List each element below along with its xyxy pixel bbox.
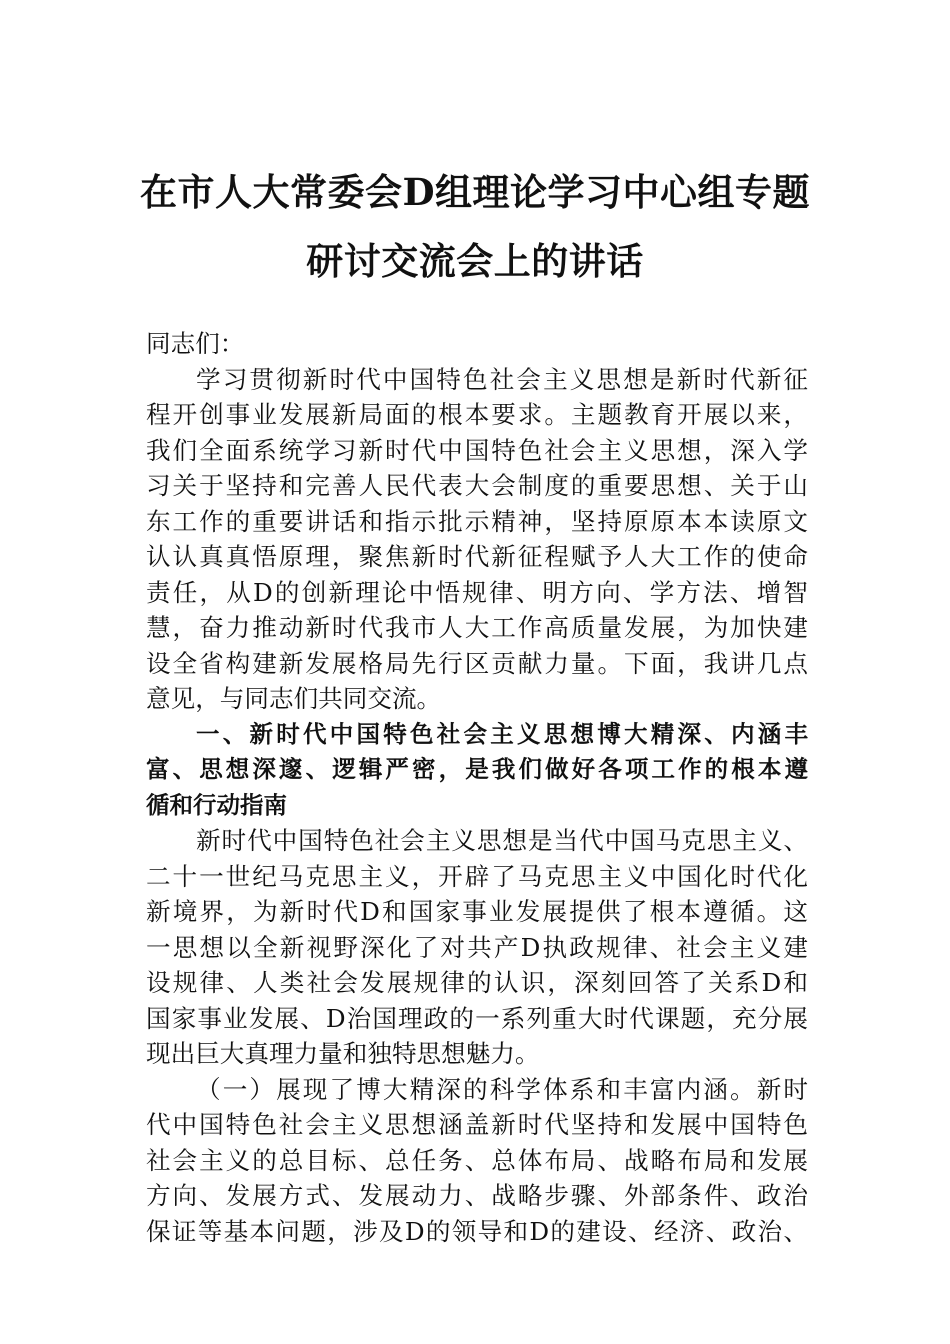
paragraph-line: （一）展现了博大精深的科学体系和丰富内涵。新时 (196, 1074, 808, 1104)
paragraph-line: 现出巨大真理力量和独特思想魅力。 (146, 1039, 540, 1068)
paragraph-section-1 (146, 823, 808, 1072)
paragraph-line: 慧，奋力推动新时代我市人大工作高质量发展，为加快建 (146, 613, 808, 642)
paragraph-line: 学习贯彻新时代中国特色社会主义思想是新时代新征 (196, 364, 808, 394)
paragraph-line: 一思想以全新视野深化了对共产D执政规律、社会主义建 (146, 932, 808, 962)
document-title-line-1: 在市人大常委会D组理论学习中心组专题 (139, 170, 811, 214)
section-heading-1 (146, 717, 808, 824)
paragraph-line: 二十一世纪马克思主义，开辟了马克思主义中国化时代化 (146, 861, 808, 891)
paragraph-intro (146, 362, 808, 717)
heading-line: 一、新时代中国特色社会主义思想博大精深、内涵丰 (196, 719, 808, 748)
paragraph-line: 习关于坚持和完善人民代表大会制度的重要思想、关于山 (146, 471, 808, 500)
salutation: 同志们： (146, 329, 245, 358)
paragraph-line: 责任，从D的创新理论中悟规律、明方向、学方法、增智 (146, 577, 808, 607)
paragraph-line: 国家事业发展、D治国理政的一系列重大时代课题，充分展 (146, 1003, 808, 1033)
paragraph-subsection-1 (146, 1072, 808, 1250)
paragraph-line: 东工作的重要讲话和指示批示精神，坚持原原本本读原文 (146, 506, 808, 536)
paragraph-line: 方向、发展方式、发展动力、战略步骤、外部条件、政治 (146, 1181, 808, 1210)
paragraph-line: 意见，与同志们共同交流。 (146, 684, 442, 713)
paragraph-line: 设规律、人类社会发展规律的认识，深刻回答了关系D和 (146, 968, 808, 997)
document-body (146, 326, 808, 1249)
paragraph-line: 新境界，为新时代D和国家事业发展提供了根本遵循。这 (146, 897, 808, 926)
paragraph-line: 新时代中国特色社会主义思想是当代中国马克思主义、 (196, 826, 808, 855)
paragraph-line: 社会主义的总目标、总任务、总体布局、战略布局和发展 (146, 1145, 808, 1175)
heading-line: 富、思想深邃、逻辑严密，是我们做好各项工作的根本遵 (146, 755, 808, 783)
document-title-line-2: 研讨交流会上的讲话 (306, 239, 644, 283)
heading-line: 循和行动指南 (146, 790, 287, 819)
paragraph-line: 我们全面系统学习新时代中国特色社会主义思想，深入学 (146, 435, 808, 465)
paragraph-line: 代中国特色社会主义思想涵盖新时代坚持和发展中国特色 (146, 1110, 808, 1139)
paragraph-line: 设全省构建新发展格局先行区贡献力量。下面，我讲几点 (146, 648, 808, 678)
paragraph-line: 程开创事业发展新局面的根本要求。主题教育开展以来， (146, 400, 808, 429)
paragraph-line: 保证等基本问题，涉及D的领导和D的建设、经济、政治、 (146, 1216, 808, 1246)
paragraph-line: 认认真真悟原理，聚焦新时代新征程赋予人大工作的使命 (146, 542, 808, 571)
